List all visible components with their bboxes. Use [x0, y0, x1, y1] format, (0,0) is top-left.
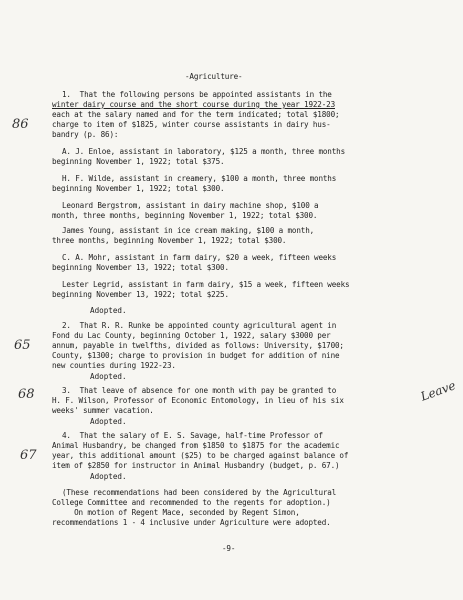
item2-adopted: Adopted. — [90, 372, 127, 381]
person-young-line-1: James Young, assistant in ice cream making, $100 a month, — [62, 226, 315, 235]
margin-note-leave: Leave — [418, 378, 458, 404]
margin-note-65: 65 — [14, 338, 31, 353]
item3-adopted: Adopted. — [90, 417, 127, 426]
person-legrid-line-2: beginning November 13, 1922; total $225. — [52, 290, 229, 299]
closing-line-3: On motion of Regent Mace, seconded by Regent Simon, — [52, 508, 300, 517]
item1-line-2: winter dairy course and the short course during the year 1922-23 — [52, 100, 335, 109]
margin-note-67: 67 — [20, 448, 37, 463]
person-bergstrom-line-1: Leonard Bergstrom, assistant in dairy machine shop, $100 a — [62, 201, 319, 210]
item2-line-1: 2. That R. R. Runke be appointed county agricultural agent in — [62, 321, 337, 330]
margin-note-68: 68 — [18, 387, 35, 402]
person-enloe-line-2: beginning November 1, 1922; total $375. — [52, 157, 225, 166]
person-wilde-line-1: H. F. Wilde, assistant in creamery, $100 a month, three months — [62, 174, 337, 183]
item1-adopted: Adopted. — [90, 306, 127, 315]
person-mohr-line-1: C. A. Mohr, assistant in farm dairy, $20 a week, fifteen weeks — [62, 253, 337, 262]
item2-line-3: annum, payable in twelfths, divided as follows: University, $1700; — [52, 341, 344, 350]
item4-line-2: Animal Husbandry, be changed from $1850 to $1875 for the academic — [52, 441, 340, 450]
person-young-line-2: three months, beginning November 1, 1922; total $300. — [52, 236, 287, 245]
item3-line-2: H. F. Wilson, Professor of Economic Entomology, in lieu of his six — [52, 396, 344, 405]
item2-line-2: Fond du Lac County, beginning October 1, 1922, salary $3000 per — [52, 331, 331, 340]
person-legrid-line-1: Lester Legrid, assistant in farm dairy, $15 a week, fifteen weeks — [62, 280, 350, 289]
person-wilde-line-2: beginning November 1, 1922; total $300. — [52, 184, 225, 193]
margin-note-86: 86 — [12, 117, 29, 132]
item3-line-3: weeks' summer vacation. — [52, 406, 154, 415]
person-enloe-line-1: A. J. Enloe, assistant in laboratory, $125 a month, three months — [62, 147, 345, 156]
item4-line-3: year, this additional amount ($25) to be charged against balance of — [52, 451, 349, 460]
item1-line-3: each at the salary named and for the term indicated; total $1800; — [52, 110, 340, 119]
item1-line-1: 1. That the following persons be appointed assistants in the — [62, 90, 332, 99]
person-mohr-line-2: beginning November 13, 1922; total $300. — [52, 263, 229, 272]
item3-line-1: 3. That leave of absence for one month with pay be granted to — [62, 386, 337, 395]
item4-adopted: Adopted. — [90, 472, 127, 481]
closing-line-2: College Committee and recommended to the regents for adoption.) — [52, 498, 331, 507]
item2-line-5: new counties during 1922-23. — [52, 361, 176, 370]
item4-line-4: item of $2850 for instructor in Animal Husbandry (budget, p. 67.) — [52, 461, 340, 470]
closing-line-1: (These recommendations had been considered by the Agricultural — [62, 488, 337, 497]
person-bergstrom-line-2: month, three months, beginning November 1, 1922; total $300. — [52, 211, 318, 220]
item2-line-4: County, $1300; charge to provision in budget for addition of nine — [52, 351, 340, 360]
item4-line-1: 4. That the salary of E. S. Savage, half-time Professor of — [62, 431, 323, 440]
item1-line-5: bandry (p. 86): — [52, 130, 119, 139]
page-title: -Agriculture- — [185, 72, 243, 81]
closing-line-4: recommendations 1 - 4 inclusive under Agriculture were adopted. — [52, 518, 331, 527]
item1-line-4: charge to item of $1825, winter course assistants in dairy hus- — [52, 120, 331, 129]
page-number: -9- — [222, 544, 236, 553]
